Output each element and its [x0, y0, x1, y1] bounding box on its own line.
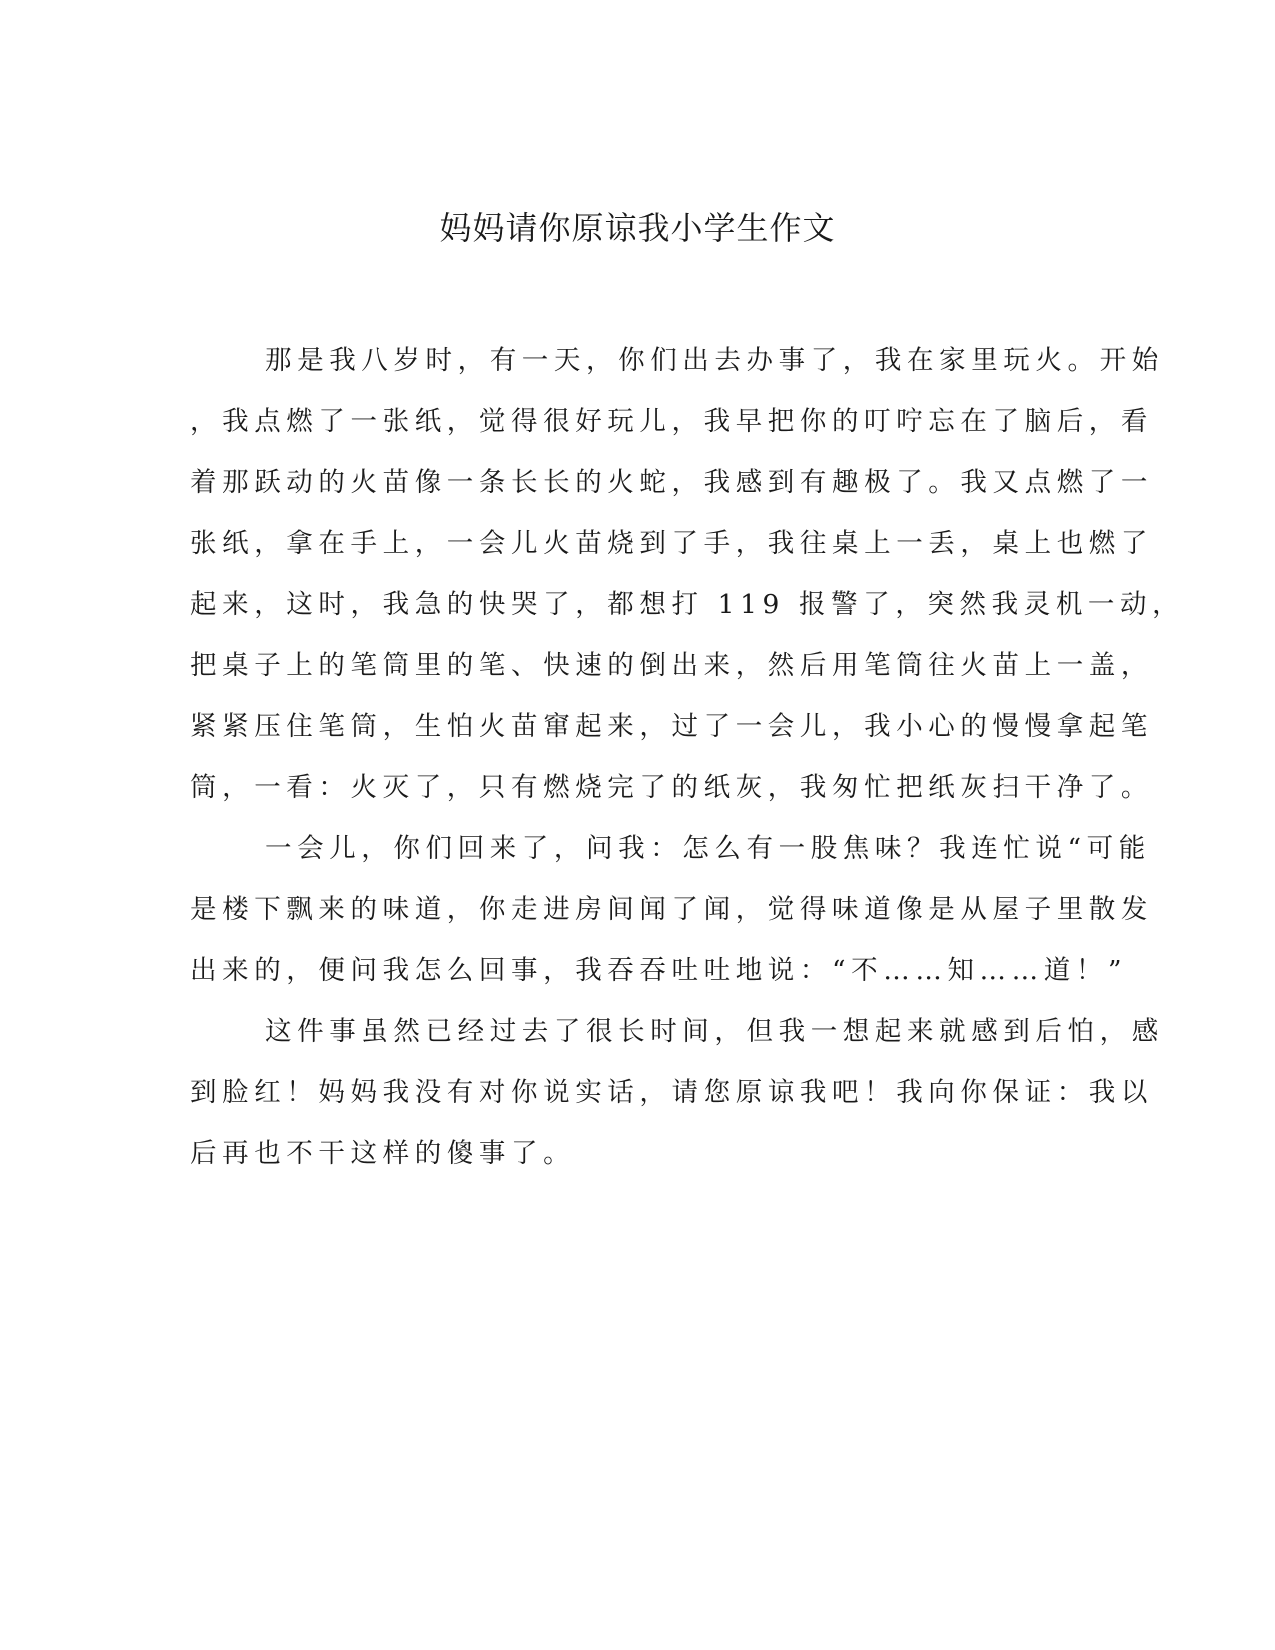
document-title: 妈妈请你原谅我小学生作文 [439, 209, 836, 247]
text-line: 把桌子上的笔筒里的笔、快速的倒出来，然后用笔筒往火苗上一盖， [190, 650, 1153, 681]
text-line: 着那跃动的火苗像一条长长的火蛇，我感到有趣极了。我又点燃了一 [190, 467, 1153, 498]
text-line: 到脸红！妈妈我没有对你说实话，请您原谅我吧！我向你保证：我以 [190, 1077, 1153, 1108]
text-line: 紧紧压住笔筒，生怕火苗窜起来，过了一会儿，我小心的慢慢拿起笔 [190, 711, 1153, 742]
text-line: 那是我八岁时，有一天，你们出去办事了，我在家里玩火。开始 [265, 345, 1164, 376]
text-line: ，我点燃了一张纸，觉得很好玩儿，我早把你的叮咛忘在了脑后，看 [190, 406, 1153, 437]
text-line: 张纸，拿在手上，一会儿火苗烧到了手，我往桌上一丢，桌上也燃了 [190, 528, 1153, 559]
essay-body [190, 330, 1185, 1184]
text-line: 这件事虽然已经过去了很长时间，但我一想起来就感到后怕，感 [265, 1016, 1164, 1047]
text-line: 一会儿，你们回来了，问我：怎么有一股焦味？我连忙说“可能 [265, 833, 1151, 864]
text-line: 出来的，便问我怎么回事，我吞吞吐吐地说：“不……知……道！” [190, 955, 1128, 986]
text-line: 后再也不干这样的傻事了。 [190, 1138, 576, 1169]
text-line: 起来，这时，我急的快哭了，都想打 119 报警了，突然我灵机一动， [190, 589, 1185, 620]
text-line: 是楼下飘来的味道，你走进房间闻了闻，觉得味道像是从屋子里散发 [190, 894, 1153, 925]
text-line: 筒，一看：火灭了，只有燃烧完了的纸灰，我匆忙把纸灰扫干净了。 [190, 772, 1153, 803]
